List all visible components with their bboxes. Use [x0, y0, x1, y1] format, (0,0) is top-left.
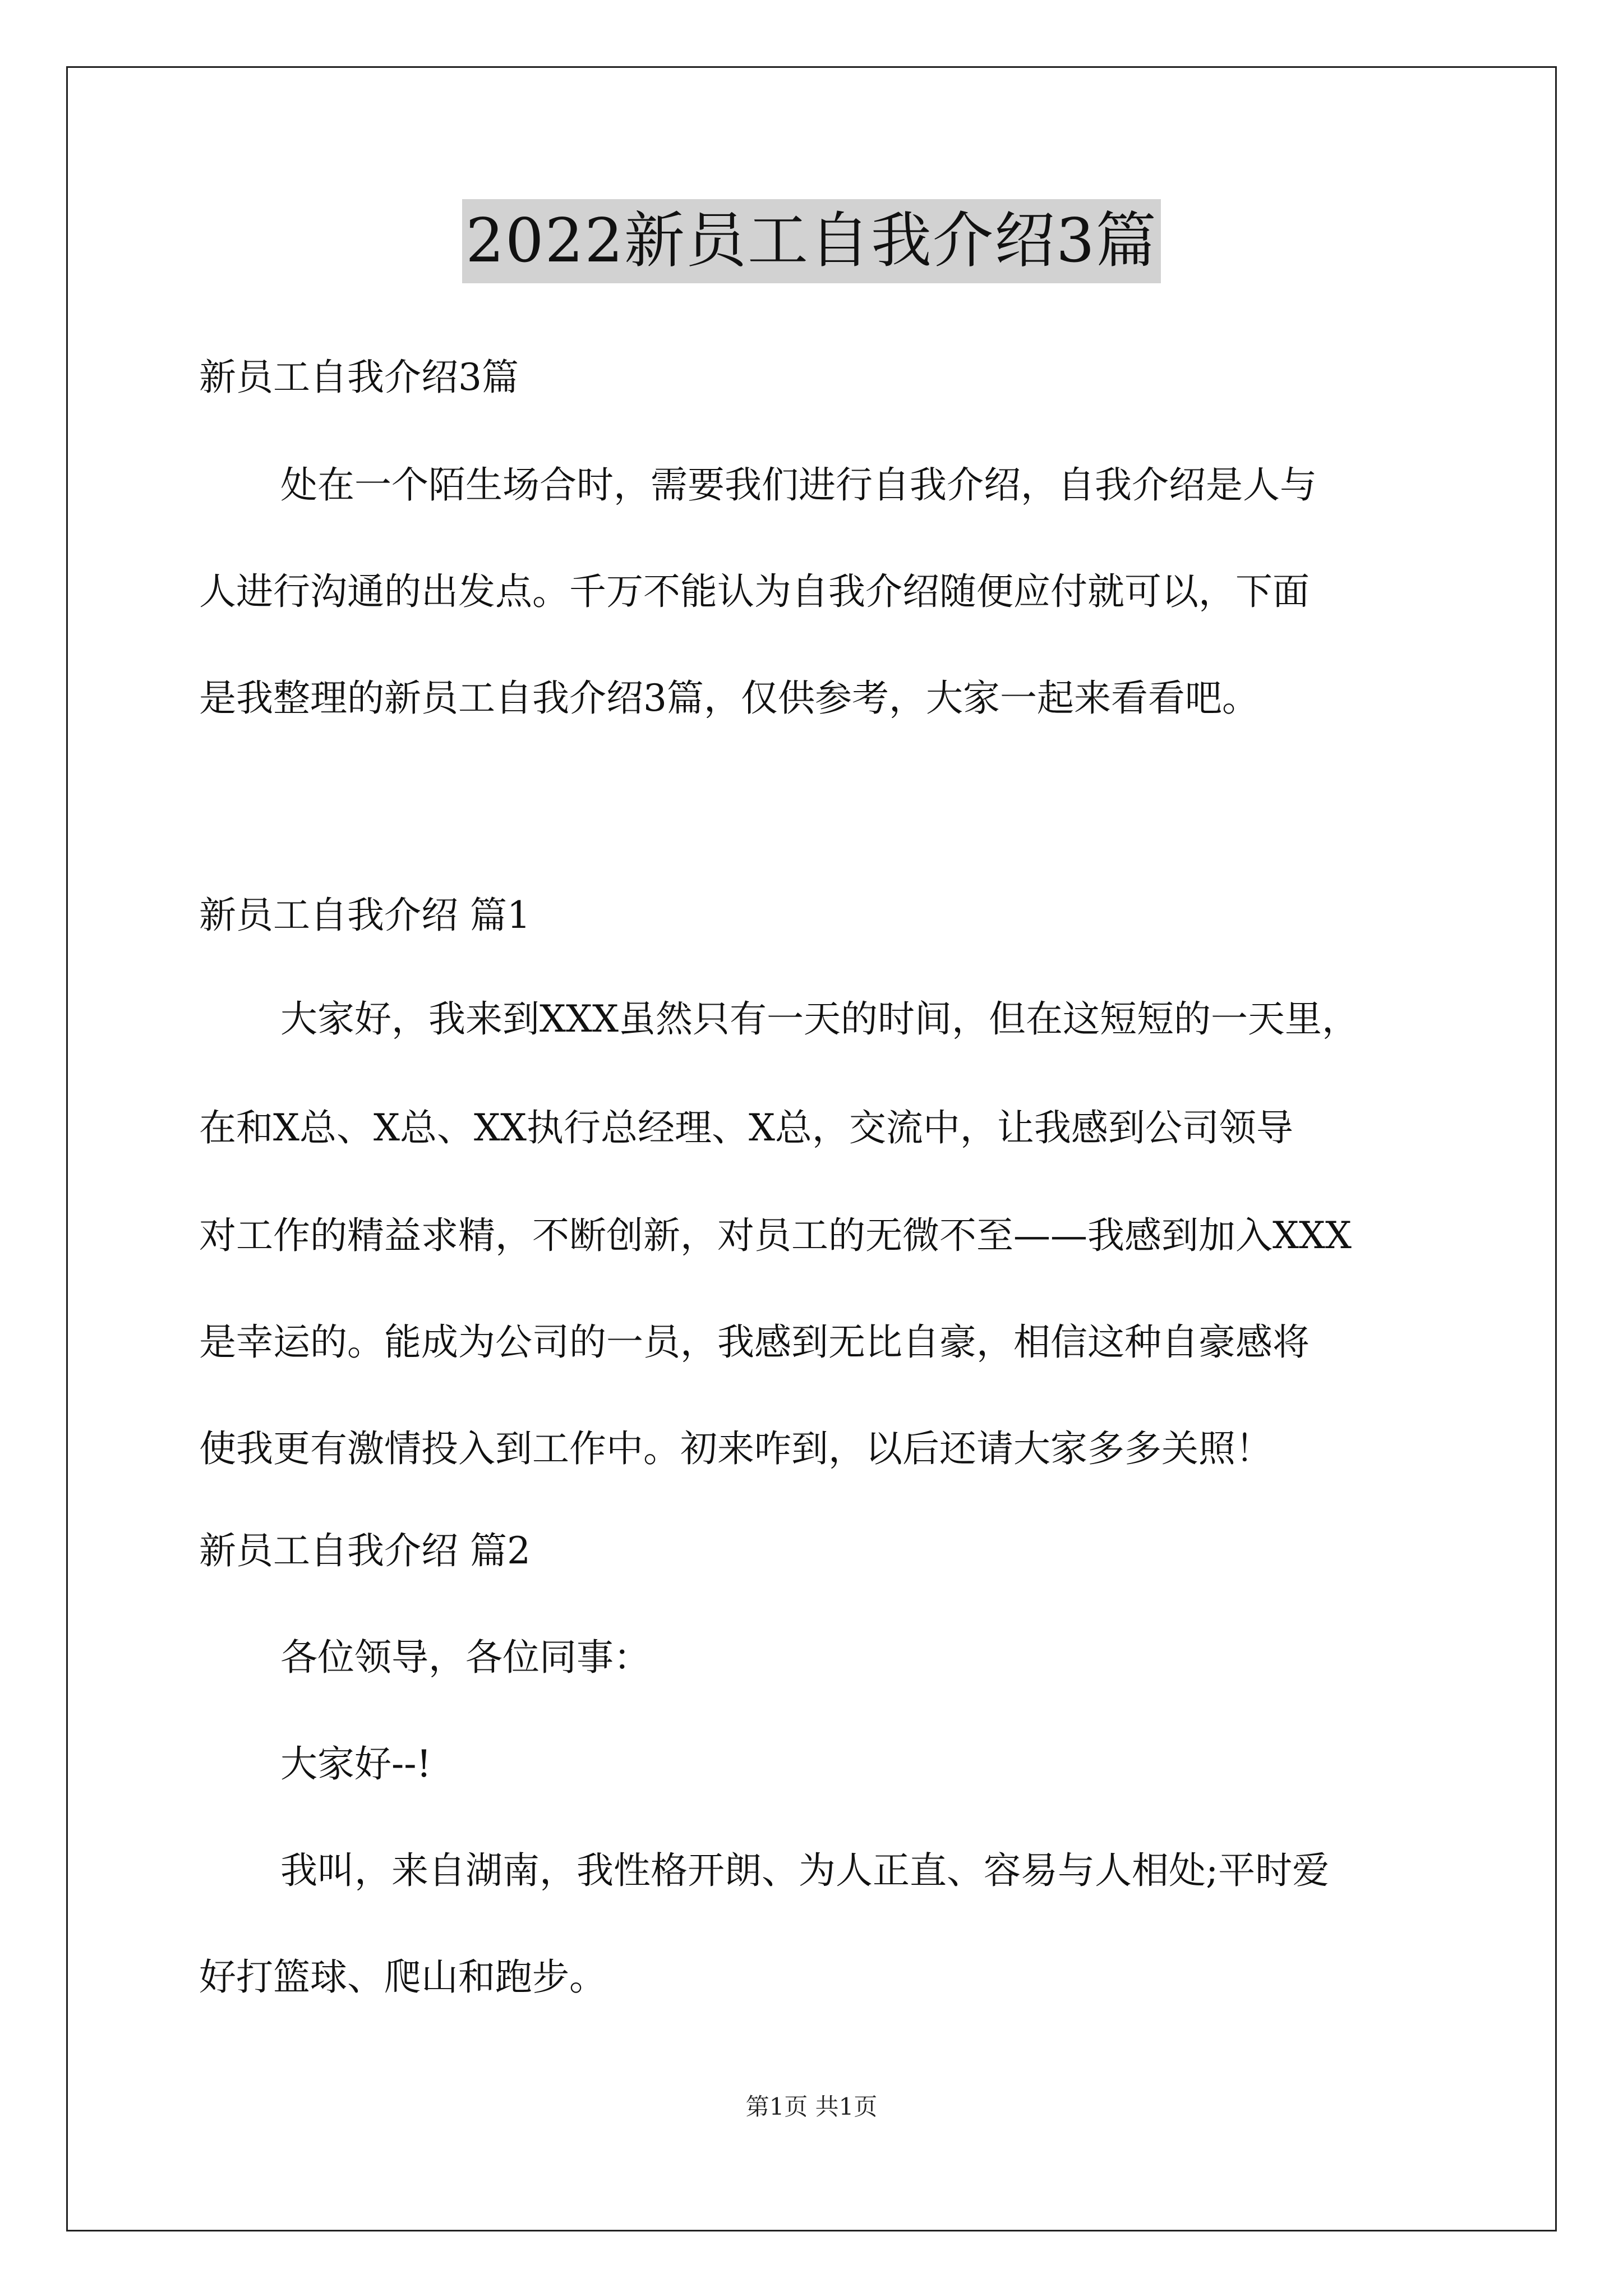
- document-title: 2022新员工自我介绍3篇: [462, 199, 1161, 283]
- section2-line-2: 大家好--!: [280, 1742, 432, 1786]
- section1-line-5: 使我更有激情投入到工作中。初来咋到，以后还请大家多多关照！: [199, 1427, 1272, 1470]
- title-container: [0, 199, 1623, 283]
- page-footer: 第1页 共1页: [745, 2093, 878, 2120]
- section1-line-3: 对工作的精益求精，不断创新，对员工的无微不至——我感到加入XXX: [199, 1214, 1352, 1257]
- intro-line-2: 人进行沟通的出发点。千万不能认为自我介绍随便应付就可以，下面: [199, 570, 1310, 613]
- section2-line-4: 好打篮球、爬山和跑步。: [199, 1955, 606, 1999]
- section1-line-2: 在和X总、X总、XX执行总经理、X总，交流中，让我感到公司领导: [199, 1106, 1293, 1149]
- section1-heading: 新员工自我介绍 篇1: [199, 894, 531, 937]
- section1-line-4: 是幸运的。能成为公司的一员，我感到无比自豪，相信这种自豪感将: [199, 1320, 1310, 1364]
- document-subtitle: 新员工自我介绍3篇: [199, 356, 519, 399]
- section1-line-1: 大家好，我来到XXX虽然只有一天的时间，但在这短短的一天里，: [280, 997, 1359, 1041]
- intro-line-1: 处在一个陌生场合时，需要我们进行自我介绍，自我介绍是人与: [280, 463, 1317, 507]
- section2-heading: 新员工自我介绍 篇2: [199, 1529, 531, 1572]
- section2-line-1: 各位领导，各位同事：: [280, 1636, 651, 1679]
- intro-line-3: 是我整理的新员工自我介绍3篇，仅供参考，大家一起来看看吧。: [199, 677, 1259, 720]
- section2-line-3: 我叫，来自湖南，我性格开朗、为人正直、容易与人相处;平时爱: [280, 1849, 1330, 1892]
